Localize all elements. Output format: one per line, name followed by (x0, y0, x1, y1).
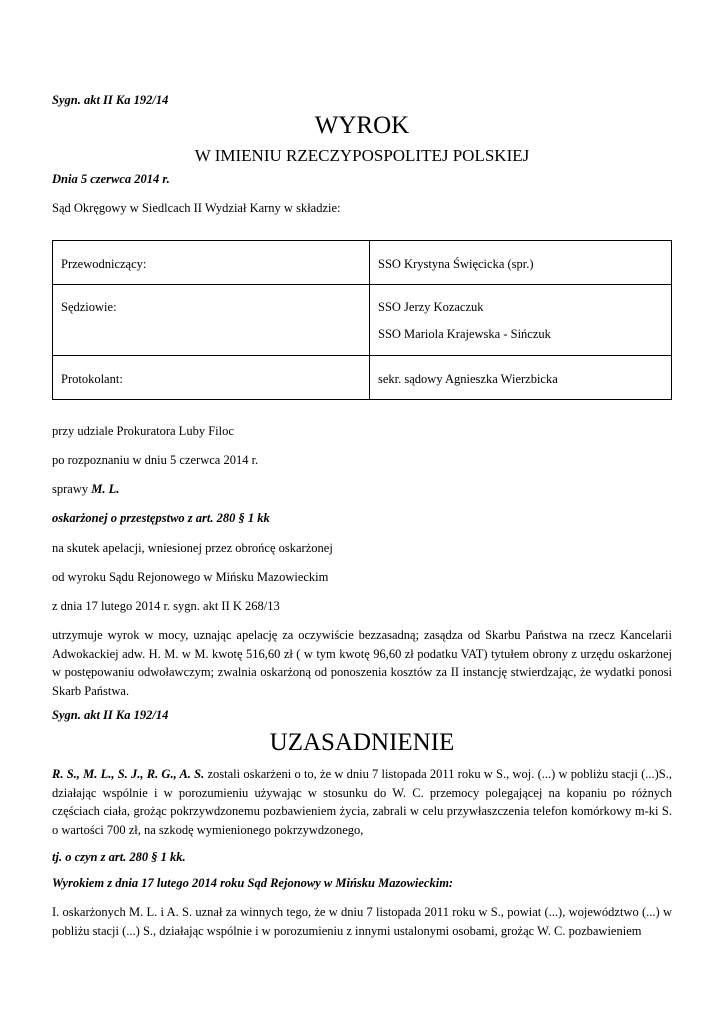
verdict-date: Dnia 5 czerwca 2014 r. (52, 172, 170, 186)
panel-table (52, 240, 672, 400)
verdict-heading: Wyrokiem z dnia 17 lutego 2014 roku Sąd Rejonowy w Mińsku Mazowieckim: (52, 876, 454, 890)
presiding-value-cell: SSO Krystyna Święcicka (spr.) (370, 241, 672, 285)
verdict-paragraph: I. oskarżonych M. L. i A. S. uznał za winnych tego, że w dniu 7 listopada 2011 roku w S., powiat (...), województwo (...) w pobliżu stacji (...) S., działając wspólnie i w porozumieniu z innymi ustalonymi osobami, grożąc W. C. pozbawieniem (52, 905, 672, 938)
case-line: sprawy M. L. (52, 482, 120, 496)
charge-paragraph: R. S., M. L., S. J., R. G., A. S. zostali oskarżeni o to, że w dniu 7 listopada 2011 roku w S., woj. (...) w pobliżu stacji (...)S., działając wspólnie i w porozumieniu używając w stosunku do W. C. przemocy polegającej na kopaniu po różnych częściach ciała, grożąc pokrzywdzonemu pozbawieniem życia, zabrali w celu przywłaszczenia telefon komórkowy m-ki S. o wartości 700 zł, na szkodę wymienionego pokrzywdzonego, (52, 767, 673, 837)
lower-court-line: od wyroku Sądu Rejonowego w Mińsku Mazowieckim (52, 570, 329, 584)
court-composition: Sąd Okręgowy w Siedlcach II Wydział Karny w składzie: (52, 201, 341, 215)
document-subtitle: W IMIENIU RZECZYPOSPOLITEJ POLSKIEJ (194, 146, 530, 165)
charge-line: oskarżonej o przestępstwo z art. 280 § 1 kk (52, 511, 270, 525)
justification-signature: Sygn. akt II Ka 192/14 (52, 708, 169, 722)
document-title: WYROK (314, 112, 410, 139)
judges-value-cell (370, 285, 672, 356)
defendant-name: M. L. (91, 482, 120, 496)
hearing-line: po rozpoznaniu w dniu 5 czerwca 2014 r. (52, 453, 259, 467)
prosecutor-line: przy udziale Prokuratora Luby Filoc (52, 424, 234, 438)
charge-article: tj. o czyn z art. 280 § 1 kk. (52, 850, 186, 864)
case-signature: Sygn. akt II Ka 192/14 (52, 93, 169, 107)
appeal-line: na skutek apelacji, wniesionej przez obrońcę oskarżonej (52, 541, 333, 555)
table-row (53, 356, 672, 400)
table-row (53, 241, 672, 285)
lower-date-line: z dnia 17 lutego 2014 r. sygn. akt II K 268/13 (52, 599, 280, 613)
justification-title: UZASADNIENIE (269, 729, 455, 756)
presiding-label-cell: Przewodniczący: (53, 241, 370, 285)
clerk-label-cell: Protokolant: (53, 356, 370, 400)
table-row (53, 285, 672, 356)
judge-name: SSO Jerzy Kozaczuk (378, 300, 484, 314)
judge-name: SSO Mariola Krajewska - Sińczuk (378, 327, 551, 341)
accused-names: R. S., M. L., S. J., R. G., A. S. (52, 767, 205, 781)
ruling-paragraph: utrzymuje wyrok w mocy, uznając apelację za oczywiście bezzasadną; zasądza od Skarbu Państwa na rzecz Kancelarii Adwokackiej adw. H. M. w M. kwotę 516,60 zł ( w tym kwotę 96,60 zł podatku VAT) tytułem obrony z urzędu oskarżonej w postępowaniu odwoławczym; zwalnia oskarżoną od ponoszenia kosztów za II instancję stwierdzając, że wydatki ponosi Skarb Państwa. (52, 628, 672, 698)
judges-label-cell: Sędziowie: (53, 285, 370, 356)
clerk-value-cell: sekr. sądowy Agnieszka Wierzbicka (370, 356, 672, 400)
